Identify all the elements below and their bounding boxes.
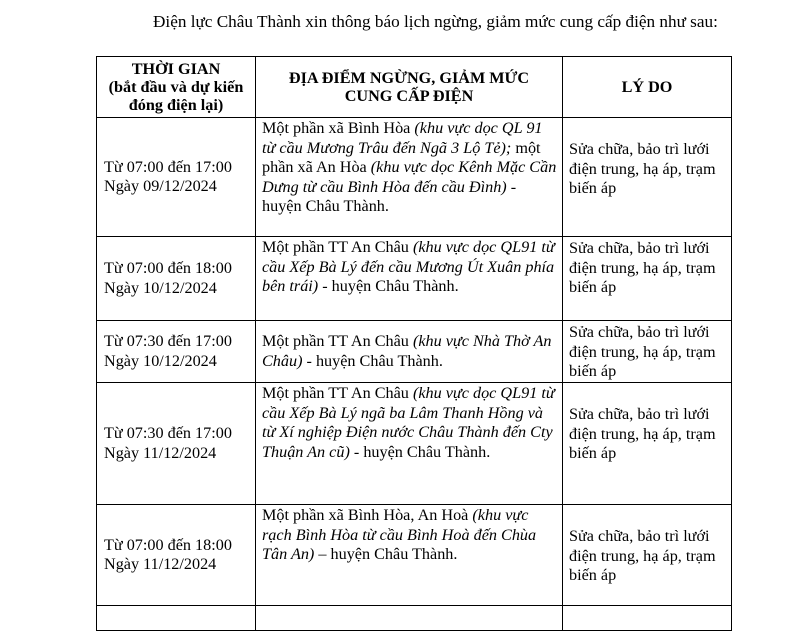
intro-paragraph: Điện lực Châu Thành xin thông báo lịch ngừng, giảm mức cung cấp điện như sau:	[153, 12, 718, 31]
time-cell: Từ 07:00 đến 18:00 Ngày 10/12/2024	[97, 237, 256, 321]
reason-cell	[563, 606, 732, 631]
header-time: THỜI GIAN (bắt đầu và dự kiến đóng điện lại)	[97, 57, 256, 118]
header-reason: LÝ DO	[563, 57, 732, 118]
table-row-partial	[97, 606, 732, 631]
reason-cell: Sửa chữa, bảo trì lưới điện trung, hạ áp, trạm biến áp	[563, 383, 732, 505]
location-cell: Một phần TT An Châu (khu vực Nhà Thờ An Châu) - huyện Châu Thành.	[256, 321, 563, 383]
table-row	[97, 237, 732, 321]
time-cell	[97, 606, 256, 631]
reason-cell: Sửa chữa, bảo trì lưới điện trung, hạ áp, trạm biến áp	[563, 118, 732, 237]
table-header-row	[97, 57, 732, 118]
reason-cell: Sửa chữa, bảo trì lưới điện trung, hạ áp, trạm biến áp	[563, 237, 732, 321]
location-cell	[256, 606, 563, 631]
time-cell: Từ 07:00 đến 17:00 Ngày 09/12/2024	[97, 118, 256, 237]
table-row	[97, 321, 732, 383]
table-row	[97, 505, 732, 606]
outage-schedule-table	[96, 56, 732, 631]
reason-cell: Sửa chữa, bảo trì lưới điện trung, hạ áp, trạm biến áp	[563, 505, 732, 606]
table-row	[97, 383, 732, 505]
location-cell: Một phần xã Bình Hòa (khu vực dọc QL 91 từ cầu Mương Trâu đến Ngã 3 Lộ Tẻ); một phần xã An Hòa (khu vực dọc Kênh Mặc Cần Dưng từ cầu Bình Hòa đến cầu Đình) - huyện Châu Thành.	[256, 118, 563, 237]
location-cell: Một phần xã Bình Hòa, An Hoà (khu vực rạch Bình Hòa từ cầu Bình Hoà đến Chùa Tân An) – huyện Châu Thành.	[256, 505, 563, 606]
location-cell: Một phần TT An Châu (khu vực dọc QL91 từ cầu Xếp Bà Lý đến cầu Mương Út Xuân phía bên trái) - huyện Châu Thành.	[256, 237, 563, 321]
cropped-previous-line	[150, 0, 710, 4]
reason-cell: Sửa chữa, bảo trì lưới điện trung, hạ áp, trạm biến áp	[563, 321, 732, 383]
table-row	[97, 118, 732, 237]
time-cell: Từ 07:00 đến 18:00 Ngày 11/12/2024	[97, 505, 256, 606]
header-location: ĐỊA ĐIỂM NGỪNG, GIẢM MỨC CUNG CẤP ĐIỆN	[256, 57, 563, 118]
location-cell: Một phần TT An Châu (khu vực dọc QL91 từ cầu Xếp Bà Lý ngã ba Lâm Thanh Hồng và từ Xí nghiệp Điện nước Châu Thành đến Cty Thuận An cũ) - huyện Châu Thành.	[256, 383, 563, 505]
time-cell: Từ 07:30 đến 17:00 Ngày 11/12/2024	[97, 383, 256, 505]
time-cell: Từ 07:30 đến 17:00 Ngày 10/12/2024	[97, 321, 256, 383]
